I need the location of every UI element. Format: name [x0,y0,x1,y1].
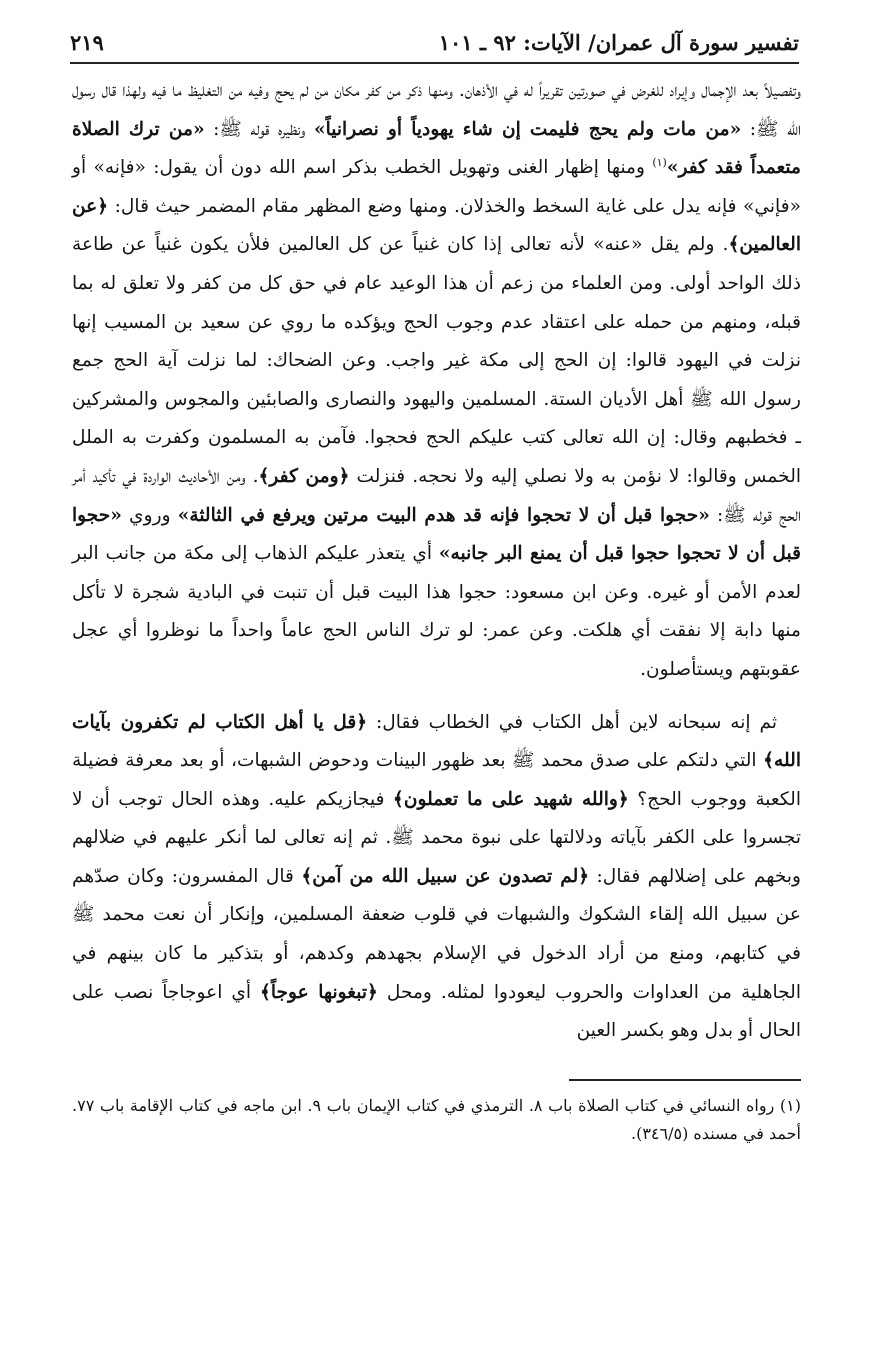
hadith-quote: «حجوا قبل أن لا تحجوا حجوا قبل أن يمنع البر جانبه» [72,504,801,565]
quran-quote: ﴿والله شهيد على ما تعملون﴾ [392,788,629,810]
paragraph-2 [72,704,801,1051]
text-run: قال المفسرون: وكان صدّهم عن سبيل الله إلقاء الشكوك والشبهات في قلوب ضعفة المسلمين، وإنكار أن نعت محمد ﷺ في كتابهم، ومنع من أراد الدخول في الإسلام بجهدهم وكدهم، أو بتذكير ما كان بينهم في الجاهلية من العداوات والحروب ليعودوا لمثله. ومحل [72,865,801,1003]
quran-quote: ﴿قل يا أهل الكتاب لم تكفرون بآيات الله﴾ [72,711,801,772]
text-run: أي اعوجاجاً نصب على الحال أو بدل وهو بكسر العين [72,981,801,1042]
text-run: وروي [121,504,178,526]
text-run: أي يتعذر عليكم الذهاب إلى مكة من جانب البر لعدم الأمن أو غيره. وعن ابن مسعود: حجوا هذا البيت قبل أن تنبت في البادية شجرة لا تأكل منها دابة إلا نفقت أي هلكت. وعن عمر: لو ترك الناس الحج عاماً واحداً ما نوظروا أي عجل عقوبتهم ويستأصلون. [72,543,801,680]
quran-quote: ﴿عن العالمين﴾ [72,195,801,256]
quran-quote: ﴿ومن كفر﴾ [258,465,350,487]
text-run: ونظيره قوله ﷺ: [204,118,314,140]
hadith-quote: «من مات ولم يحج فليمت إن شاء يهودياً أو نصرانياً» [313,118,742,140]
text-run: وتفصيلاً بعد الإجمال وإيراد للغرض في صورتين تقريراً له في الأذهان. ومنها ذكر من كفر مكان من لم يحج وفيه من التغليظ ما فيه ولهذا قال رسول الله ﷺ: [72,80,801,140]
quran-quote: ﴿لم تصدون عن سبيل الله من آمن﴾ [301,865,590,887]
text-run: . ولم يقل «عنه» لأنه تعالى إذا كان غنياً عن كل العالمين فلأن يكون غنياً عن طاعة ذلك الواحد أولى. ومن العلماء من زعم أن هذا الوعيد عام في حق كل من كفر ولا تعلق له بما قبله، ومنهم من حمله على اعتقاد عدم وجوب الحج ويؤكده ما روي عن سعيد بن المسيب إنها نزلت في اليهود قالوا: إن الحج إلى مكة غير واجب. وعن الضحاك: لما نزلت آية الحج جمع رسول الله ﷺ أهل الأديان الستة. المسلمين واليهود والنصارى والصابئين والمجوس والمشركين ـ فخطبهم وقال: إن الله تعالى كتب عليكم الحج فحجوا. فآمن به المسلمون وكفرت به الملل الخمس وقالوا: لا نؤمن به ولا نصلي إليه ولا نحجه. فنزلت [72,234,802,487]
text-run: التي دلتكم على صدق محمد ﷺ بعد ظهور البينات ودحوض الشبهات، أو بعد معرفة فضيلة الكعبة ووجوب الحج؟ [72,750,801,810]
main-text [72,72,801,1051]
running-title: تفسير سورة آل عمران/ الآيات: ٩٢ ـ ١٠١ [438,30,799,55]
text-run: . ومن الأحاديث الواردة في تأكيد أمر الحج قوله ﷺ: [72,465,801,526]
quran-quote: ﴿تبغونها عوجاً﴾ [260,981,378,1003]
hadith-quote: «حجوا قبل أن لا تحجوا فإنه قد هدم البيت مرتين ويرفع في الثالثة» [177,504,710,526]
footnote-separator [569,1079,801,1081]
page-number: ٢١٩ [70,30,104,55]
text-run: ومنها إظهار الغنى وتهويل الخطب بذكر اسم الله دون أن يقول: «فإنه» أو «فإني» فإنه يدل على غاية السخط والخذلان. ومنها وضع المظهر مقام المضمر حيث قال: [72,157,801,217]
page-header [70,28,799,64]
text-run: ثم إنه سبحانه لاين أهل الكتاب في الخطاب فقال: [367,711,778,733]
text-run: فيجازيكم عليه. وهذه الحال توجب أن لا تجسروا على الكفر بآياته ودلالتها على نبوة محمد ﷺ. ثم إنه تعالى لما أنكر عليهم في ضلالهم وبخهم على إضلالهم فقال: [72,788,802,887]
footnote: (١) رواه النسائي في كتاب الصلاة باب ٨. الترمذي في كتاب الإيمان باب ٩. ابن ماجه في كتاب الإقامة باب ٧٧. أحمد في مسنده (٣٤٦/٥). [72,1096,801,1143]
paragraph-1 [72,72,801,690]
footnote-reference: (١) [652,156,667,169]
hadith-quote: «من ترك الصلاة متعمداً فقد كفر» [72,118,801,179]
